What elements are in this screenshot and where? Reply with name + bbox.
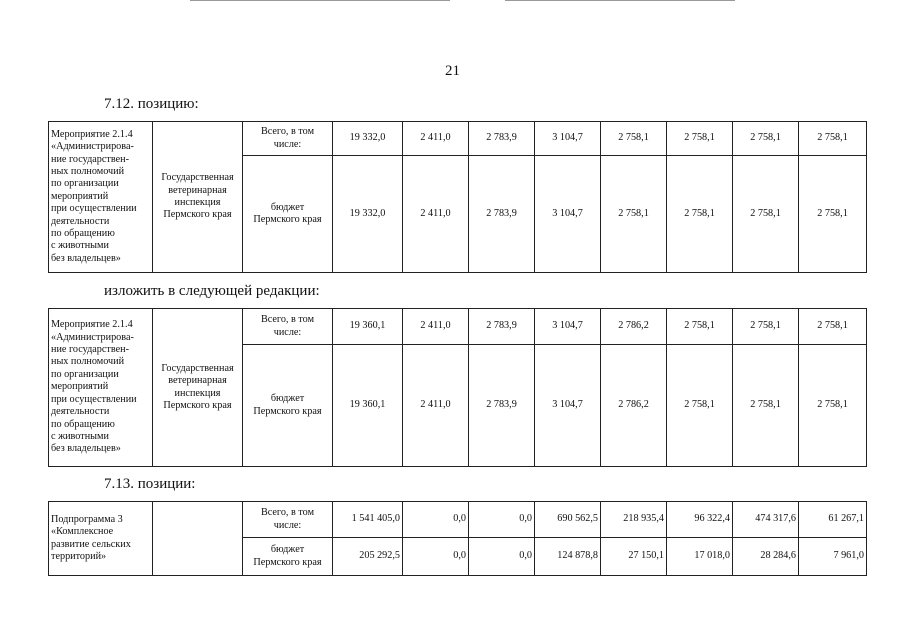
value-cell: 2 758,1: [733, 156, 799, 273]
value-cell: 28 284,6: [733, 538, 799, 576]
value-cell: 2 758,1: [733, 309, 799, 345]
value-cell: 2 758,1: [733, 122, 799, 156]
table-row: [49, 502, 867, 538]
value-cell: 3 104,7: [535, 345, 601, 467]
value-cell: 474 317,6: [733, 502, 799, 538]
value-cell: 2 411,0: [403, 122, 469, 156]
funding-source-cell: бюджет Пермского края: [243, 156, 333, 273]
organization-cell: Государственная ветеринарная инспекция Пермского края: [153, 122, 243, 273]
value-cell: 27 150,1: [601, 538, 667, 576]
value-cell: 205 292,5: [333, 538, 403, 576]
value-cell: 2 758,1: [799, 156, 867, 273]
value-cell: 2 758,1: [733, 345, 799, 467]
funding-source-cell: Всего, в том числе:: [243, 309, 333, 345]
value-cell: 2 786,2: [601, 345, 667, 467]
value-cell: 96 322,4: [667, 502, 733, 538]
table-row: [49, 122, 867, 156]
value-cell: 2 783,9: [469, 345, 535, 467]
value-cell: 61 267,1: [799, 502, 867, 538]
value-cell: 2 783,9: [469, 309, 535, 345]
value-cell: 17 018,0: [667, 538, 733, 576]
value-cell: 3 104,7: [535, 156, 601, 273]
subprogram-name-cell: Подпрограмма 3 «Комплексное развитие сельских территорий»: [49, 502, 153, 576]
value-cell: 2 783,9: [469, 156, 535, 273]
value-cell: 0,0: [469, 538, 535, 576]
table-7-12-new: [48, 308, 867, 467]
value-cell: 2 783,9: [469, 122, 535, 156]
funding-source-cell: Всего, в том числе:: [243, 502, 333, 538]
table-7-13: [48, 501, 867, 576]
top-edge-line: [190, 0, 450, 1]
value-cell: 2 758,1: [601, 156, 667, 273]
value-cell: 19 360,1: [333, 345, 403, 467]
heading-7-13: 7.13. позиции:: [104, 476, 196, 492]
funding-source-cell: Всего, в том числе:: [243, 122, 333, 156]
table-7-12-current: [48, 121, 867, 273]
measure-name-cell: Мероприятие 2.1.4 «Администрирова- ние государствен- ных полномочий по организации мероприятий при осуществлении деятельности по обращению с животными без владельцев»: [49, 309, 153, 467]
page-number: 21: [445, 63, 460, 79]
value-cell: 19 332,0: [333, 156, 403, 273]
value-cell: 0,0: [403, 538, 469, 576]
value-cell: 2 758,1: [667, 345, 733, 467]
value-cell: 0,0: [403, 502, 469, 538]
organization-cell: Государственная ветеринарная инспекция Пермского края: [153, 309, 243, 467]
value-cell: 2 758,1: [799, 345, 867, 467]
value-cell: 3 104,7: [535, 122, 601, 156]
value-cell: 1 541 405,0: [333, 502, 403, 538]
value-cell: 2 758,1: [799, 122, 867, 156]
value-cell: 2 758,1: [667, 309, 733, 345]
value-cell: 2 758,1: [799, 309, 867, 345]
value-cell: 2 411,0: [403, 156, 469, 273]
value-cell: 19 332,0: [333, 122, 403, 156]
value-cell: 2 758,1: [667, 156, 733, 273]
funding-source-cell: бюджет Пермского края: [243, 345, 333, 467]
value-cell: 2 758,1: [601, 122, 667, 156]
organization-cell: [153, 502, 243, 576]
heading-new-edition: изложить в следующей редакции:: [104, 283, 320, 299]
table-row: [49, 309, 867, 345]
measure-name-cell: Мероприятие 2.1.4 «Администрирова- ние государствен- ных полномочий по организации мероприятий при осуществлении деятельности по обращению с животными без владельцев»: [49, 122, 153, 273]
value-cell: 2 786,2: [601, 309, 667, 345]
value-cell: 2 758,1: [667, 122, 733, 156]
heading-7-12: 7.12. позицию:: [104, 96, 199, 112]
value-cell: 690 562,5: [535, 502, 601, 538]
top-edge-line: [505, 0, 735, 1]
value-cell: 2 411,0: [403, 309, 469, 345]
value-cell: 7 961,0: [799, 538, 867, 576]
value-cell: 124 878,8: [535, 538, 601, 576]
value-cell: 3 104,7: [535, 309, 601, 345]
value-cell: 0,0: [469, 502, 535, 538]
value-cell: 19 360,1: [333, 309, 403, 345]
value-cell: 218 935,4: [601, 502, 667, 538]
value-cell: 2 411,0: [403, 345, 469, 467]
funding-source-cell: бюджет Пермского края: [243, 538, 333, 576]
